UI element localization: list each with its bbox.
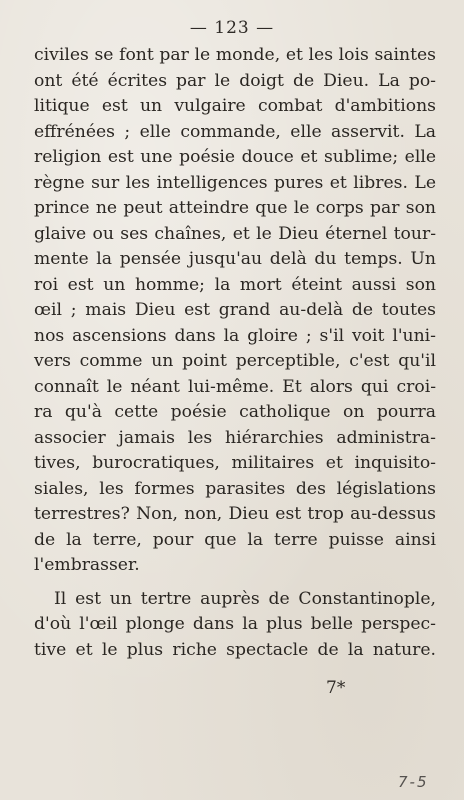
text-line: de la terre, pour que la terre puisse ainsi xyxy=(34,529,436,550)
text-line: tive et le plus riche spectacle de la nature. xyxy=(34,639,436,660)
text-line: œil ; mais Dieu est grand au-delà de toutes xyxy=(34,300,436,320)
text-line: connaît le néant lui-même. Et alors qui croi- xyxy=(34,376,436,397)
text-line: ont été écrites par le doigt de Dieu. La po- xyxy=(34,70,436,91)
text-line: associer jamais les hiérarchies administra- xyxy=(34,427,436,448)
signature-mark: 7* xyxy=(326,678,346,698)
text-line: roi est un homme; la mort éteint aussi son xyxy=(34,274,436,295)
text-line: nos ascensions dans la gloire ; s'il voit l'uni- xyxy=(34,325,436,346)
text-line: ra qu'à cette poésie catholique on pourra xyxy=(34,402,436,422)
text-line: d'où l'œil plonge dans la plus belle perspec- xyxy=(34,614,436,634)
text-line: mente la pensée jusqu'au delà du temps. Un xyxy=(34,249,436,269)
text-line: litique est un vulgaire combat d'ambitions xyxy=(34,96,436,116)
text-line: siales, les formes parasites des législations xyxy=(34,478,436,499)
text-line: Il est un tertre auprès de Constantinople, xyxy=(54,588,436,609)
text-line: glaive ou ses chaînes, et le Dieu éternel tour- xyxy=(34,223,436,244)
text-line: religion est une poésie douce et sublime; elle xyxy=(34,147,436,167)
text-line: prince ne peut atteindre que le corps par son xyxy=(34,198,436,218)
text-line: effrénées ; elle commande, elle asservit. La xyxy=(34,121,436,142)
text-line: l'embrasser. xyxy=(34,555,140,575)
text-line: règne sur les intelligences pures et libres. Le xyxy=(34,172,436,193)
paragraph-gap xyxy=(34,579,436,587)
handwritten-shelf-mark: 7-5 xyxy=(398,773,429,791)
text-line: vers comme un point perceptible, c'est qu'il xyxy=(34,351,436,371)
text-line: terrestres? Non, non, Dieu est trop au-dessus xyxy=(34,504,436,524)
text-line: civiles se font par le monde, et les lois saintes xyxy=(34,45,436,65)
page-number: — 123 — xyxy=(189,18,275,38)
text-line: tives, burocratiques, militaires et inquisito- xyxy=(34,453,436,473)
body-text xyxy=(34,43,436,663)
